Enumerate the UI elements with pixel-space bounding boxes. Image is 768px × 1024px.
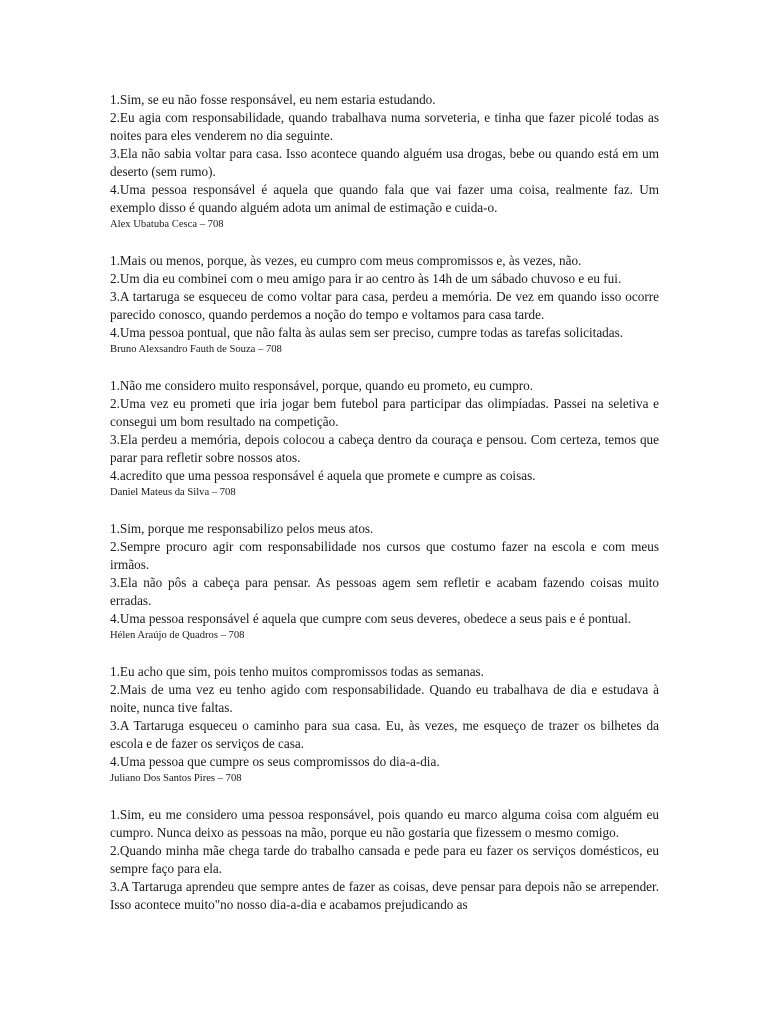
answer-3: 3.A Tartaruga aprendeu que sempre antes de fazer as coisas, deve pensar para depois não se arrepender. Isso acontece muito"no nosso dia-a-dia e acabamos prejudicando as [110,879,659,912]
answer-2: 2.Eu agia com responsabilidade, quando trabalhava numa sorveteria, e tinha que fazer picolé todas as noites para eles venderem no dia seguinte. [110,110,659,143]
answer-4: 4.acredito que uma pessoa responsável é aquela que promete e cumpre as coisas. [110,468,536,483]
answer-1: 1.Sim, se eu não fosse responsável, eu nem estaria estudando. [110,92,436,107]
answer-2: 2.Sempre procuro agir com responsabilidade nos cursos que costumo fazer na escola e com meus irmãos. [110,539,659,572]
answer-1: 1.Não me considero muito responsável, porque, quando eu prometo, eu cumpro. [110,378,533,393]
answer-2: 2.Uma vez eu prometi que iria jogar bem futebol para participar das olimpíadas. Passei na seletiva e consegui um bom resultado na competição. [110,396,659,429]
answer-4: 4.Uma pessoa responsável é aquela que quando fala que vai fazer uma coisa, realmente faz. Um exemplo disso é quando alguém adota um animal de estimação e cuida-o. [110,182,659,215]
answer-2: 2.Um dia eu combinei com o meu amigo para ir ao centro às 14h de um sábado chuvoso e eu fui. [110,271,622,286]
answer-3: 3.Ela não pôs a cabeça para pensar. As pessoas agem sem refletir e acabam fazendo coisas muito erradas. [110,575,659,608]
author-name: Hélen Araújo de Quadros – 708 [110,630,245,641]
answer-4: 4.Uma pessoa responsável é aquela que cumpre com seus deveres, obedece a seus pais e é pontual. [110,611,632,626]
answer-1: 1.Sim, eu me considero uma pessoa responsável, pois quando eu marco alguma coisa com alguém eu cumpro. Nunca deixo as pessoas na mão, porque eu não gostaria que fizessem o mesmo comigo. [110,807,659,840]
response-block [110,520,659,644]
response-block [110,663,659,787]
response-block [110,806,659,914]
author-name: Bruno Alexsandro Fauth de Souza – 708 [110,344,282,355]
answer-3: 3.Ela não sabia voltar para casa. Isso acontece quando alguém usa drogas, bebe ou quando está em um deserto (sem rumo). [110,146,659,179]
author-name: Juliano Dos Santos Pires – 708 [110,773,242,784]
document-page [110,91,659,933]
answer-2: 2.Mais de uma vez eu tenho agido com responsabilidade. Quando eu trabalhava de dia e estudava à noite, nunca tive faltas. [110,682,659,715]
answer-3: 3.A tartaruga se esqueceu de como voltar para casa, perdeu a memória. De vez em quando isso ocorre parecido conosco, quando perdemos a noção do tempo e voltamos para casa tarde. [110,289,659,322]
answer-4: 4.Uma pessoa pontual, que não falta às aulas sem ser preciso, cumpre todas as tarefas solicitadas. [110,325,624,340]
answer-4: 4.Uma pessoa que cumpre os seus compromissos do dia-a-dia. [110,754,440,769]
answer-3: 3.Ela perdeu a memória, depois colocou a cabeça dentro da couraça e pensou. Com certeza, temos que parar para refletir sobre nossos atos. [110,432,659,465]
author-name: Daniel Mateus da Silva – 708 [110,487,236,498]
response-block [110,252,659,358]
answer-1: 1.Sim, porque me responsabilizo pelos meus atos. [110,521,374,536]
response-block [110,377,659,501]
author-name: Alex Ubatuba Cesca – 708 [110,219,224,230]
answer-1: 1.Eu acho que sim, pois tenho muitos compromissos todas as semanas. [110,664,484,679]
answer-1: 1.Mais ou menos, porque, às vezes, eu cumpro com meus compromissos e, às vezes, não. [110,253,582,268]
response-block [110,91,659,233]
answer-2: 2.Quando minha mãe chega tarde do trabalho cansada e pede para eu fazer os serviços domésticos, eu sempre faço para ela. [110,843,659,876]
answer-3: 3.A Tartaruga esqueceu o caminho para sua casa. Eu, às vezes, me esqueço de trazer os bilhetes da escola e de fazer os serviços de casa. [110,718,659,751]
